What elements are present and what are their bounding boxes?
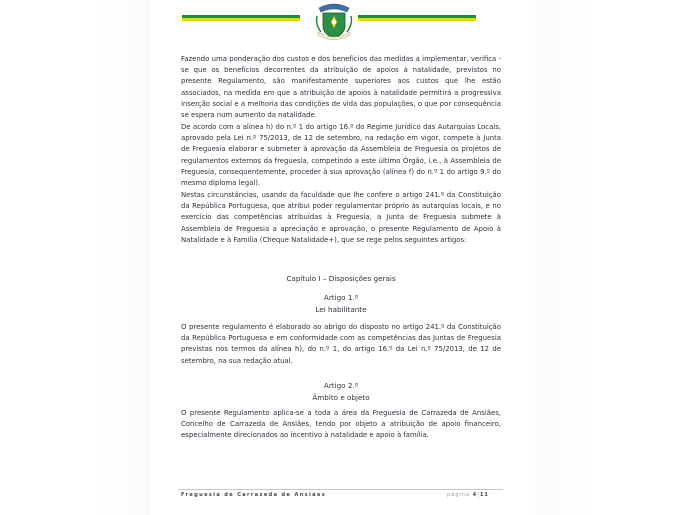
article-1-heading — [181, 292, 501, 316]
article-2-text: O presente Regulamento aplica-se a toda a área da Freguesia de Carrazeda de Ansiães, Concelho de Carrazeda de Ansiães, tendo por objeto a atribuição de apoio financeiro, especialmente direcionados ao incentivo à natalidade e apoio à família. — [181, 409, 501, 440]
footer-page-number: 4 — [472, 492, 478, 498]
article-1-text: O presente regulamento é elaborado ao abrigo do disposto no artigo 241.º da Constituição da República Portuguesa e em conformidade com as competências das Juntas de Freguesia previstas nos termos da alínea h), do n.º 1, do artigo 16.º da Lei n.º 75/2013, de 12 de setembro, na sua redação atual. — [181, 323, 501, 365]
footer-divider — [178, 489, 503, 490]
footer-page-separator: | — [477, 492, 480, 498]
intro-paragraph-1: Fazendo uma ponderação dos custos e dos benefícios das medidas a implementar, verifica -se que os benefícios decorrentes da atribuição de apoios à natalidade, previstos no presente Regulamento, são manifestamente superiores aos custos que lhe estão associados, na medida em que a atribuição de apoios à natalidade permitirá a progressiva inserção social e a melhoria das condições de vida das populações, o que por consequência se espera num aumento da natalidade. — [181, 55, 501, 120]
article-2-number: Artigo 2.º — [323, 381, 359, 390]
footer-organization: Freguesia de Carrazeda de Ansiães — [181, 492, 327, 498]
header-stripe-right — [358, 15, 476, 21]
article-1-number: Artigo 1.º — [323, 293, 359, 302]
footer-page-indicator — [447, 492, 489, 498]
footer-page-total: 11 — [479, 492, 489, 498]
intro-paragraph-3: Nestas circunstâncias, usando da faculdade que lhe confere o artigo 241.º da Constituição da República Portuguesa, que atribui poder regulamentar próprio às autarquias locais, e no exercício das competências atribuídas à Freguesia, a Junta de Freguesia submete à Assembleia de Freguesia a apreciação e aprovação, o presente Regulamento de Apoio à Natalidade e à Família (Cheque Natalidade+), que se rege pelos seguintes artigos: — [181, 191, 501, 244]
footer-page-label: página — [447, 492, 471, 498]
header-stripe-left — [182, 15, 300, 21]
intro-paragraph-2: De acordo com a alínea h) do n.º 1 do artigo 16.º do Regime Jurídico das Autarquias Locais, aprovado pela Lei n.º 75/2013, de 12 de setembro, na redação em vigor, compete à Junta de Freguesia elaborar e submeter à aprovação da Assembleia de Freguesia os projetos de regulamentos externos da freguesia, competindo a este último Órgão, i.e., à Assembleia de Freguesia, consequentemente, proceder à sua aprovação (alínea f) do n.º 1 do artigo 9.º do mesmo diploma legal). — [181, 123, 501, 188]
chapter-heading: Capítulo I – Disposições gerais — [286, 274, 396, 283]
article-2-heading — [181, 380, 501, 404]
article-2-title: Âmbito e objeto — [312, 393, 370, 402]
coat-of-arms-icon — [313, 2, 355, 42]
article-1-title: Lei habilitante — [315, 305, 367, 314]
